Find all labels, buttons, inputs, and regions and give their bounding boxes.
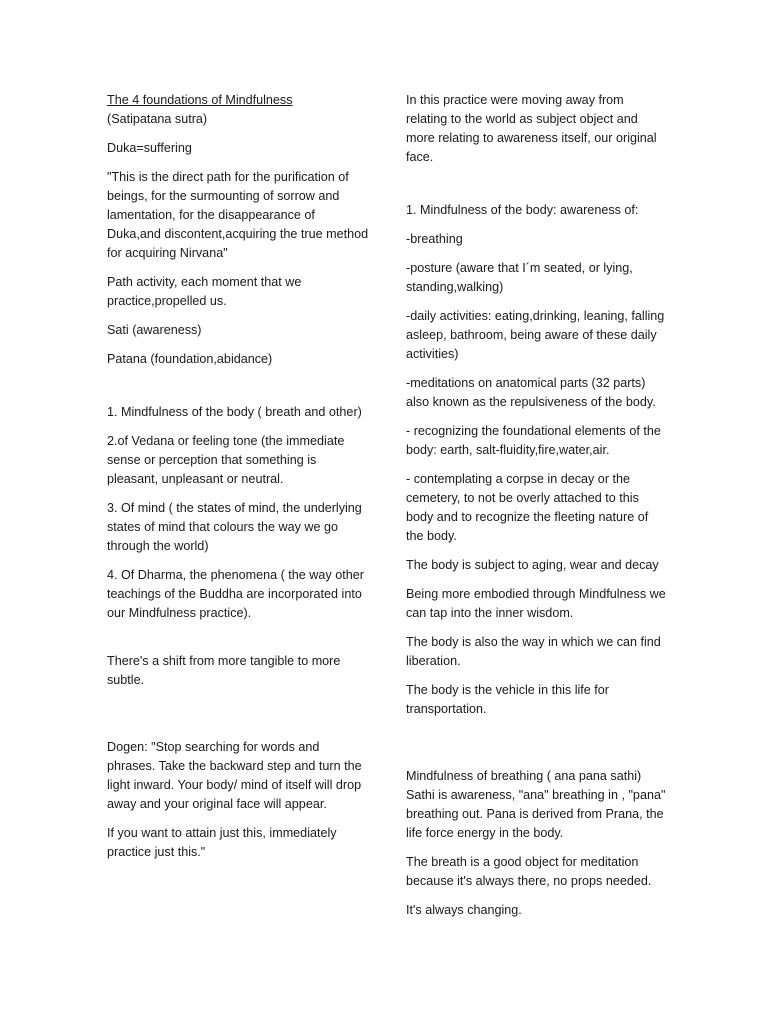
right-column	[406, 91, 668, 930]
paragraph-duka: Duka=suffering	[107, 141, 192, 155]
paragraph-changing: It's always changing.	[406, 903, 522, 917]
title-text: The 4 foundations of Mindfulness	[107, 93, 293, 107]
heading-mindfulness-body: 1. Mindfulness of the body: awareness of:	[406, 203, 639, 217]
spacer	[406, 729, 668, 767]
list-item-body: 1. Mindfulness of the body ( breath and other)	[107, 405, 362, 419]
paragraph-embodied: Being more embodied through Mindfulness we can tap into the inner wisdom.	[406, 587, 666, 620]
paragraph-aging: The body is subject to aging, wear and decay	[406, 558, 659, 572]
list-item-daily-activities: -daily activities: eating,drinking, leaning, falling asleep, bathroom, being aware of these daily activities)	[406, 309, 665, 361]
paragraph-attain: If you want to attain just this, immediately practice just this."	[107, 826, 337, 859]
list-item-dharma: 4. Of Dharma, the phenomena ( the way other teachings of the Buddha are incorporated into our Mindfulness practice).	[107, 568, 364, 620]
document-title	[107, 91, 369, 110]
spacer	[107, 633, 369, 652]
paragraph-dogen-quote: Dogen: "Stop searching for words and phrases. Take the backward step and turn the light inward. Your body/ mind of itself will drop away and your original face will appear.	[107, 740, 362, 811]
paragraph-shift: There's a shift from more tangible to more subtle.	[107, 654, 341, 687]
list-item-breathing: -breathing	[406, 232, 463, 246]
left-column	[107, 91, 369, 872]
spacer	[107, 379, 369, 403]
paragraph-vehicle: The body is the vehicle in this life for transportation.	[406, 683, 610, 716]
paragraph-practice: In this practice were moving away from relating to the world as subject object and more relating to awareness itself, our original face.	[406, 93, 657, 164]
paragraph-path-activity: Path activity, each moment that we practice,propelled us.	[107, 275, 302, 308]
paragraph-patana: Patana (foundation,abidance)	[107, 352, 273, 366]
list-item-posture: -posture (aware that I´m seated, or lying, standing,walking)	[406, 261, 633, 294]
paragraph-sati: Sati (awareness)	[107, 323, 202, 337]
list-item-mind: 3. Of mind ( the states of mind, the underlying states of mind that colours the way we go through the world)	[107, 501, 362, 553]
list-item-vedana: 2.of Vedana or feeling tone (the immediate sense or perception that something is pleasant, unpleasant or neutral.	[107, 434, 345, 486]
paragraph-breath-object: The breath is a good object for meditation because it's always there, no props needed.	[406, 855, 652, 888]
list-item-elements: - recognizing the foundational elements of the body: earth, salt-fluidity,fire,water,air.	[406, 424, 661, 457]
spacer	[406, 177, 668, 201]
paragraph-breathing: Mindfulness of breathing ( ana pana sathi) Sathi is awareness, "ana" breathing in , "pana" breathing out. Pana is derived from Prana, the life force energy in the body.	[406, 769, 666, 840]
spacer	[107, 700, 369, 738]
list-item-corpse: - contemplating a corpse in decay or the cemetery, to not be overly attached to this body and to recognize the fleeting nature of the body.	[406, 472, 649, 543]
subtitle: (Satipatana sutra)	[107, 112, 208, 126]
paragraph-quote: "This is the direct path for the purification of beings, for the surmounting of sorrow and lamentation, for the disappearance of Duka,and discontent,acquiring the true method for acquiring Nirvana"	[107, 170, 369, 260]
paragraph-liberation: The body is also the way in which we can find liberation.	[406, 635, 661, 668]
list-item-anatomical-parts: -meditations on anatomical parts (32 parts) also known as the repulsiveness of the body.	[406, 376, 656, 409]
